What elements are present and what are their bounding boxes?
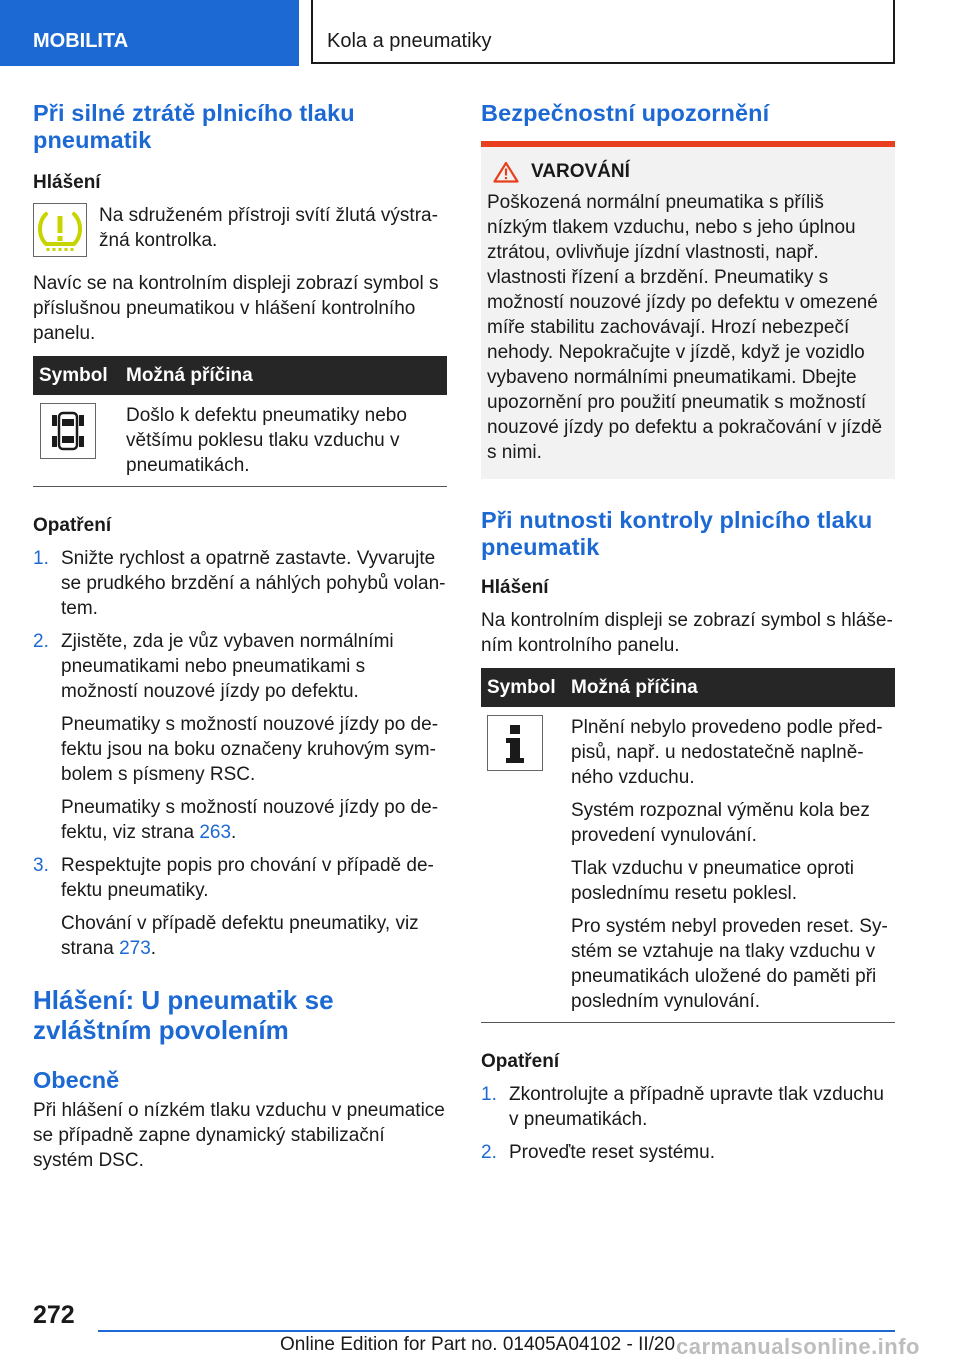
cause-item: Plnění nebylo provedeno podle předpisů, např. u nedostatečně naplněného vzduchu. (571, 717, 883, 788)
measures-label: Opatření (481, 1051, 560, 1072)
car-tyres-icon (40, 403, 96, 459)
heading-severe-pressure-loss: Při silné ztrátě plnicího tlaku pneumatik (33, 100, 355, 153)
step-number: 2. (33, 631, 49, 652)
info-icon (487, 715, 543, 771)
table-header-row (33, 356, 447, 395)
left-column (33, 100, 447, 1173)
step-text: Snižte rychlost a opatrně zastavte. Vyvarujte se prudkého brzdění a náhlých pohybů volantem. (61, 548, 446, 619)
cause-item: Pro systém nebyl proveden reset. Systém se vztahuje na tlaky vzduchu v pneumatikách uložené do paměti při posledním vynulování. (571, 916, 888, 1012)
step-number: 2. (481, 1142, 497, 1163)
step-subtext: Pneumatiky s možností nouzové jízdy po defektu jsou na boku označeny kruhovým symbolem s písmeny RSC. (61, 714, 439, 785)
cause-item: Systém rozpoznal výměnu kola bez provedení vynulování. (571, 800, 870, 846)
chapter-title: Kola a pneumatiky (311, 0, 895, 64)
page-header (0, 0, 960, 66)
message-label: Hlášení (481, 577, 549, 598)
section-tab: MOBILITA (0, 0, 299, 66)
page-link-273[interactable]: 273 (119, 938, 151, 959)
symbol-table (481, 668, 895, 1023)
page-link-263[interactable]: 263 (199, 822, 232, 843)
cause-item: Tlak vzduchu v pneumatice oproti poslednímu resetu poklesl. (571, 858, 855, 904)
list-item (33, 546, 447, 621)
measures-label: Opatření (33, 515, 112, 536)
tpms-warning-icon (33, 203, 87, 257)
watermark: carmanualsonline.info (676, 1334, 920, 1359)
list-item (481, 1140, 895, 1165)
edition-text: Online Edition for Part no. 01405A04102 - II/20 (280, 1334, 676, 1355)
warning-header (493, 159, 889, 184)
table-header-symbol: Symbol (481, 668, 565, 707)
warning-triangle-icon (493, 161, 519, 183)
table-cell-symbol (33, 395, 120, 487)
measures-list (481, 1082, 895, 1165)
warning-text: Poškozená normální pneumatika s příliš nízkým tlakem vzduchu, nebo s jeho úplnou ztrátou, ovlivňuje jízdní vlastnosti, např. vlastnosti řízení a brzdění. Pneumatiky s možností nouzové jízdy po defektu v omezené míře stabilitu zachovávají. Hrozí nebezpečí nehody. Nepokračujte v jízdě, když je vozidlo vybaveno normálními pneumatikami. Dbejte upozornění pro použití pneumatik s možností nouzové jízdy po defektu a pokračování v jízdě s nimi. (487, 192, 883, 463)
message-row (33, 203, 447, 257)
message-label: Hlášení (33, 172, 101, 193)
heading-general: Obecně (33, 1067, 120, 1093)
message-text: Na sdruženém přístroji svítí žlutá výstražná kontrolka. (99, 205, 438, 251)
measures-list (33, 546, 447, 961)
symbol-table (33, 356, 447, 487)
step-text: Zkontrolujte a případně upravte tlak vzduchu v pneumatikách. (509, 1084, 884, 1130)
step-text: Zjistěte, zda je vůz vybaven normálními pneumatikami nebo pneumatikami s možností nouzové jízdy po defektu. (61, 631, 394, 702)
step-subtext-reference: Chování v případě defektu pneumatiky, viz strana 273. (61, 913, 419, 959)
step-number: 3. (33, 855, 49, 876)
table-cell-symbol (481, 707, 565, 1023)
heading-special-approval-tyres: Hlášení: U pneumatik se zvláštním povolením (33, 985, 334, 1045)
page-number: 272 (33, 1301, 75, 1329)
table-row (33, 395, 447, 487)
table-cell-cause (565, 707, 895, 1023)
table-header-cause: Možná příčina (565, 668, 895, 707)
message-text: Na kontrolním displeji se zobrazí symbol s hlášením kontrolního panelu. (481, 610, 893, 656)
table-header-symbol: Symbol (33, 356, 120, 395)
list-item (481, 1082, 895, 1132)
right-column (481, 100, 895, 1165)
list-item (33, 629, 447, 845)
step-number: 1. (481, 1084, 497, 1105)
paragraph-general: Při hlášení o nízkém tlaku vzduchu v pneumatice se případně zapne dynamický stabilizační systém DSC. (33, 1100, 445, 1171)
step-number: 1. (33, 548, 49, 569)
table-cell-cause: Došlo k defektu pneumatiky nebo většímu poklesu tlaku vzduchu v pneumatikách. (120, 395, 447, 487)
table-header-row (481, 668, 895, 707)
table-row (481, 707, 895, 1023)
warning-box (481, 147, 895, 479)
step-subtext-reference: Pneumatiky s možností nouzové jízdy po defektu, viz strana 263. (61, 797, 439, 843)
step-text: Respektujte popis pro chování v případě defektu pneumatiky. (61, 855, 434, 901)
heading-safety-notes: Bezpečnostní upozornění (481, 100, 770, 126)
warning-title: VAROVÁNÍ (531, 161, 630, 182)
heading-pressure-check: Při nutnosti kontroly plnicího tlaku pneumatik (481, 507, 873, 560)
list-item (33, 853, 447, 961)
paragraph-display-info: Navíc se na kontrolním displeji zobrazí symbol s příslušnou pneumatikou v hlášení kontrolního panelu. (33, 273, 439, 344)
step-text: Proveďte reset systému. (509, 1142, 715, 1163)
table-header-cause: Možná příčina (120, 356, 447, 395)
